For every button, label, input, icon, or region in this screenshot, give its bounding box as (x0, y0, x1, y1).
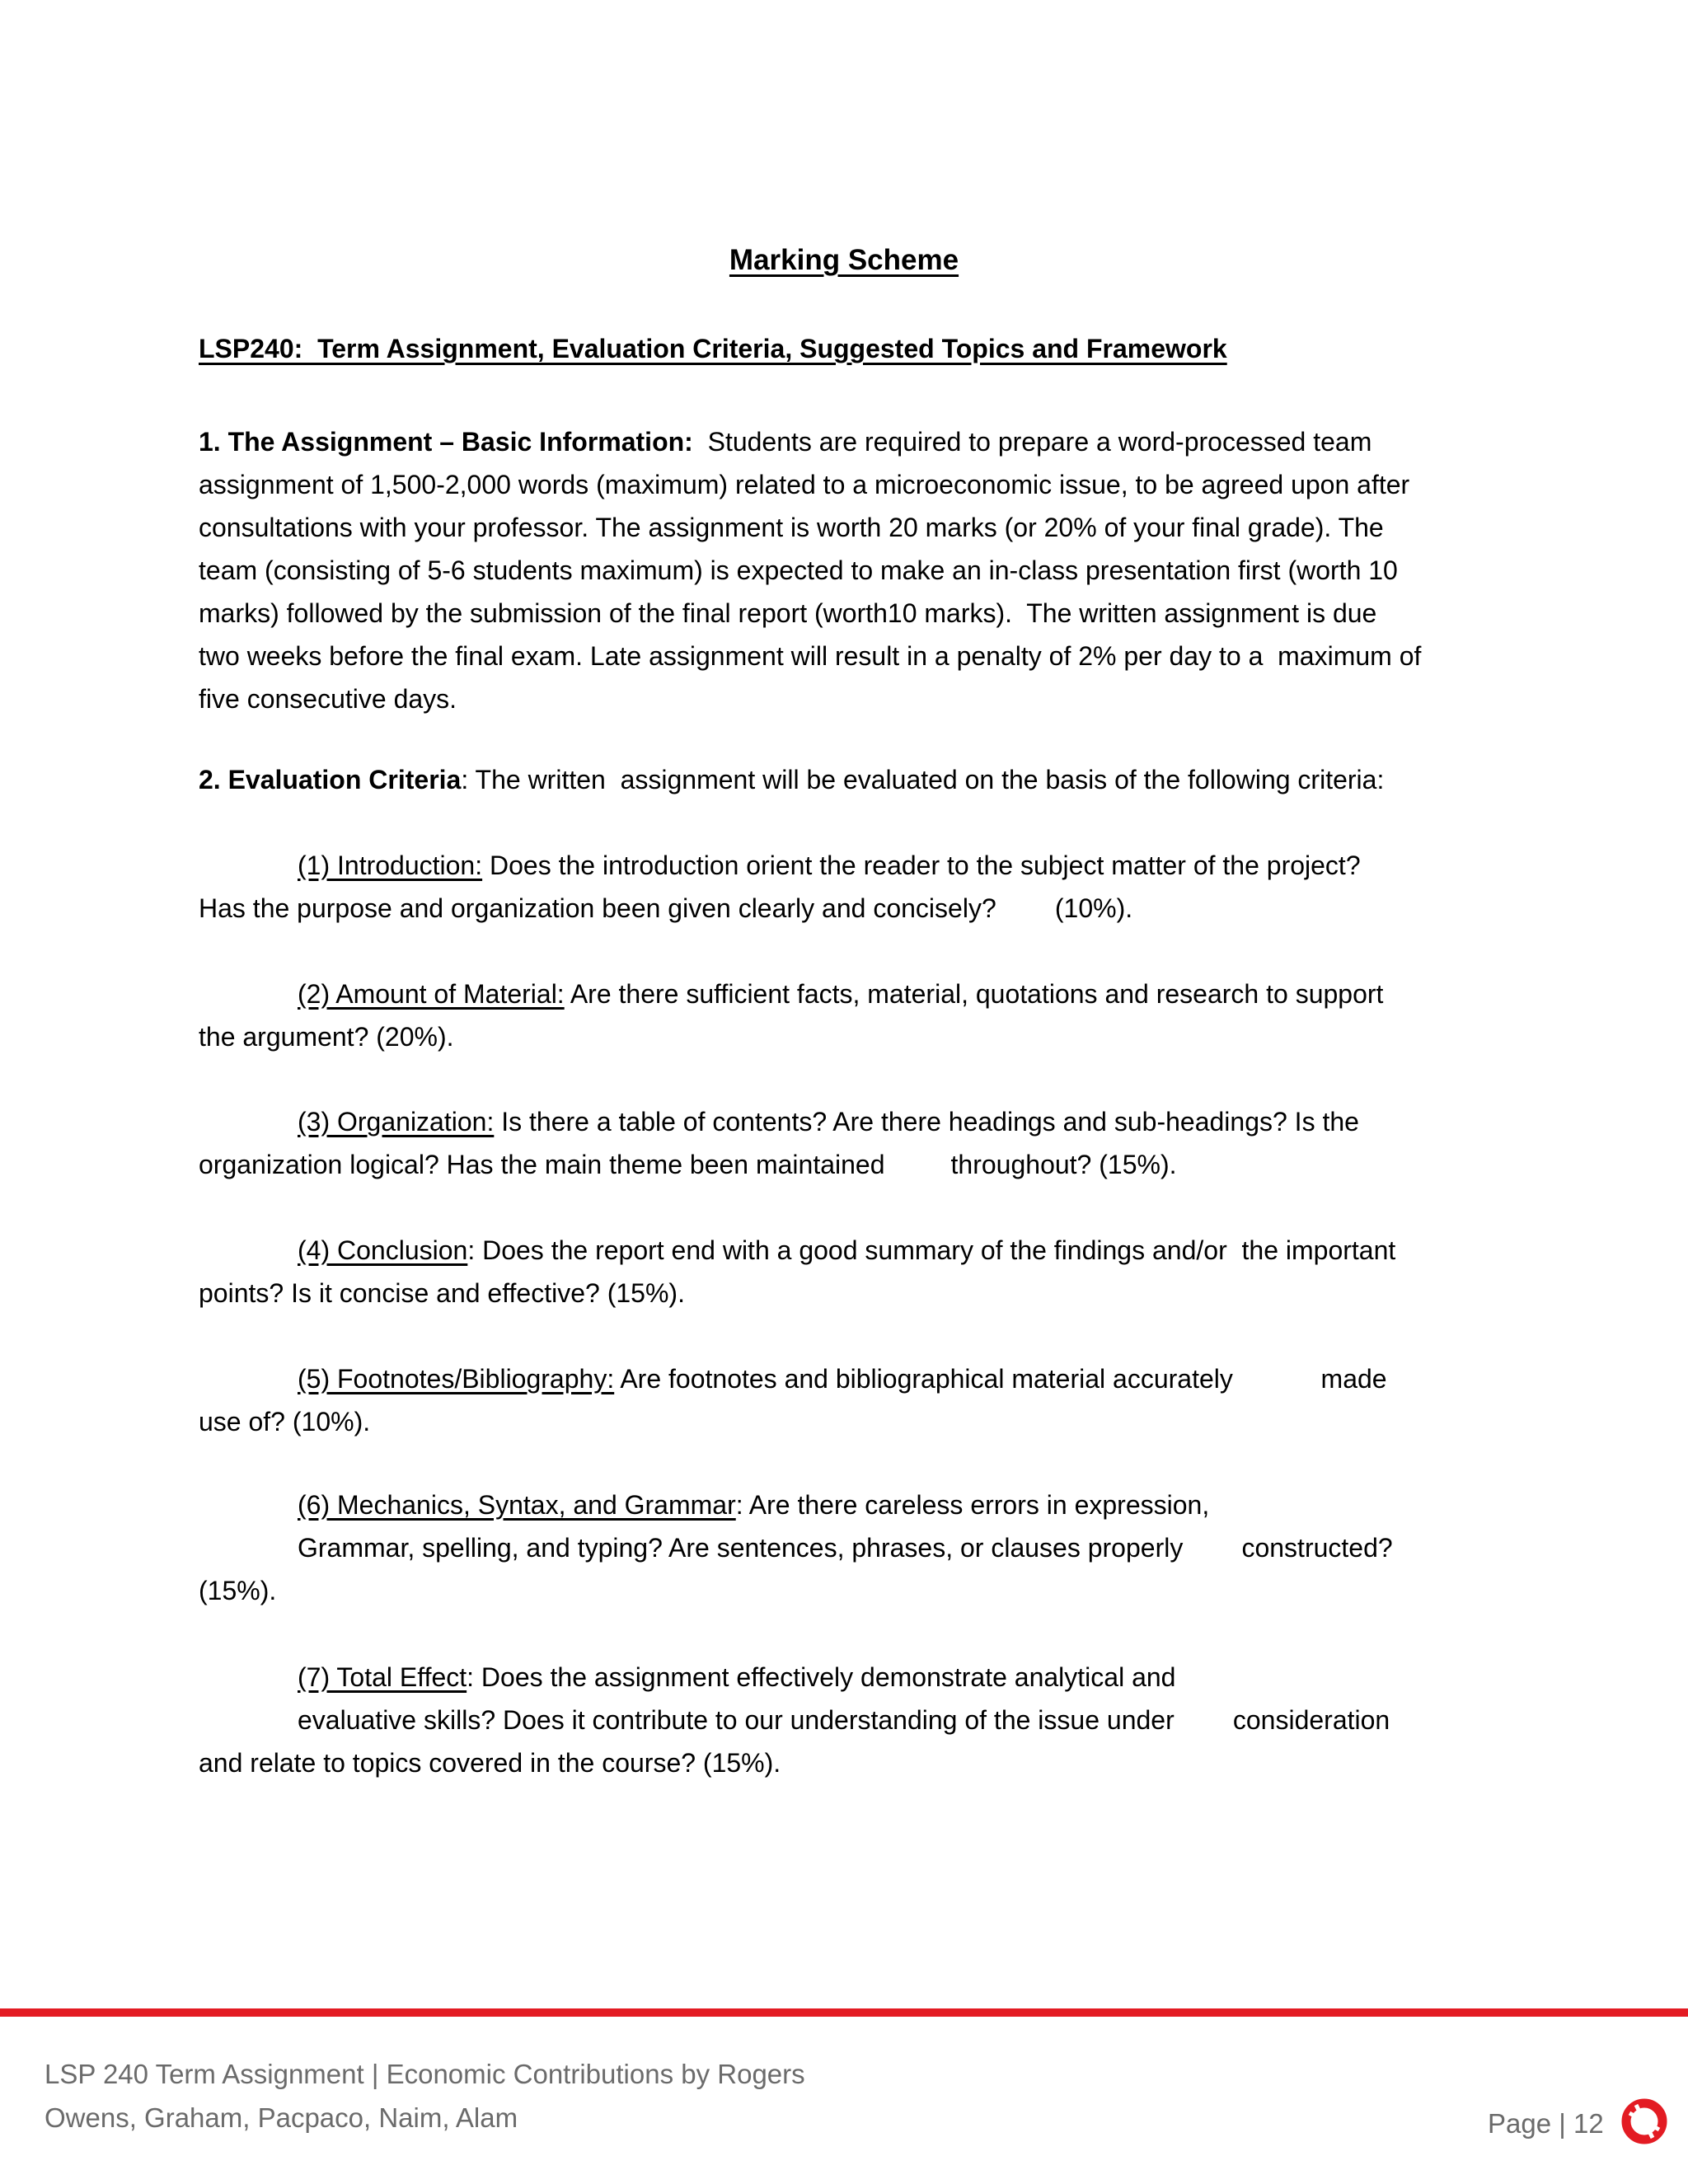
section-basic-information (199, 420, 1421, 720)
page-number: Page | 12 (1488, 2108, 1604, 2139)
assignment-subtitle: LSP240: Term Assignment, Evaluation Criteria, Suggested Topics and Framework (199, 334, 1227, 363)
criterion-2-label: (2) Amount of Material: (298, 979, 565, 1009)
criterion-4-text-cont: points? Is it concise and effective? (15%). (199, 1278, 685, 1308)
section1-line-7: five consecutive days. (199, 684, 457, 714)
criterion-1-text: Does the introduction orient the reader to the subject matter of the project? (482, 851, 1361, 880)
section1-line-1: Students are required to prepare a word-processed team (707, 427, 1372, 457)
footer-line-2: Owens, Graham, Pacpaco, Naim, Alam (45, 2102, 518, 2133)
criterion-6-text-line2: Grammar, spelling, and typing? Are sentences, phrases, or clauses properly constructed? (298, 1533, 1393, 1563)
criterion-total-effect (199, 1656, 1390, 1784)
criterion-5-text: Are footnotes and bibliographical material accurately made (614, 1364, 1387, 1394)
criterion-6-label: (6) Mechanics, Syntax, and Grammar (298, 1490, 736, 1520)
section-evaluation-criteria (199, 758, 1384, 801)
criterion-2-text: Are there sufficient facts, material, quotations and research to support (564, 979, 1384, 1009)
page-title: Marking Scheme (729, 244, 959, 276)
criterion-amount-of-material (199, 972, 1383, 1058)
criterion-7-label: (7) Total Effect (298, 1662, 467, 1692)
criterion-organization (199, 1100, 1359, 1186)
criterion-7-text: : Does the assignment effectively demonstrate analytical and (467, 1662, 1176, 1692)
section1-number: 1 (199, 427, 213, 457)
section1-line-6: two weeks before the final exam. Late assignment will result in a penalty of 2% per day to a maximum of (199, 641, 1422, 671)
criterion-footnotes-bibliography (199, 1357, 1387, 1443)
criterion-5-text-cont: use of? (10%). (199, 1407, 371, 1436)
criterion-conclusion (199, 1229, 1395, 1315)
footer-line-1: LSP 240 Term Assignment | Economic Contributions by Rogers (45, 2059, 805, 2089)
section1-heading: . The Assignment – Basic Information: (213, 427, 693, 457)
criterion-3-label: (3) Organization: (298, 1107, 495, 1137)
criterion-4-label: (4) Conclusion (298, 1235, 468, 1265)
section1-line-4: team (consisting of 5-6 students maximum) is expected to make an in-class presentation first (worth 10 (199, 555, 1398, 585)
seneca-ring-logo-icon (1618, 2095, 1671, 2148)
criterion-3-text-cont: organization logical? Has the main theme been maintained throughout? (15%). (199, 1150, 1177, 1179)
criterion-2-text-cont: the argument? (20%). (199, 1022, 454, 1052)
footer-text (45, 2052, 805, 2139)
criterion-1-text-cont: Has the purpose and organization been given clearly and concisely? (10%). (199, 893, 1133, 923)
footer-red-rule (0, 2008, 1688, 2017)
criterion-3-text: Is there a table of contents? Are there headings and sub-headings? Is the (494, 1107, 1359, 1137)
criterion-7-text-line2: evaluative skills? Does it contribute to our understanding of the issue under consideration (298, 1705, 1390, 1735)
section2-heading: 2. Evaluation Criteria (199, 765, 462, 794)
section1-line-5: marks) followed by the submission of the final report (worth10 marks). The written assignment is due (199, 598, 1377, 628)
criterion-7-text-cont: and relate to topics covered in the course? (15%). (199, 1748, 781, 1778)
criterion-4-text: : Does the report end with a good summary of the findings and/or the important (467, 1235, 1396, 1265)
criterion-1-label: (1) Introduction: (298, 851, 483, 880)
criterion-6-text-cont: (15%). (199, 1576, 277, 1605)
criterion-mechanics-syntax-grammar (199, 1483, 1393, 1612)
section1-line-3: consultations with your professor. The assignment is worth 20 marks (or 20% of your final grade). The (199, 513, 1384, 542)
criterion-introduction (199, 844, 1361, 930)
section2-intro: : The written assignment will be evaluated on the basis of the following criteria: (461, 765, 1385, 794)
section1-line-2: assignment of 1,500-2,000 words (maximum) related to a microeconomic issue, to be agreed upon after (199, 470, 1410, 499)
criterion-5-label: (5) Footnotes/Bibliography: (298, 1364, 615, 1394)
criterion-6-text: : Are there careless errors in expression, (735, 1490, 1210, 1520)
